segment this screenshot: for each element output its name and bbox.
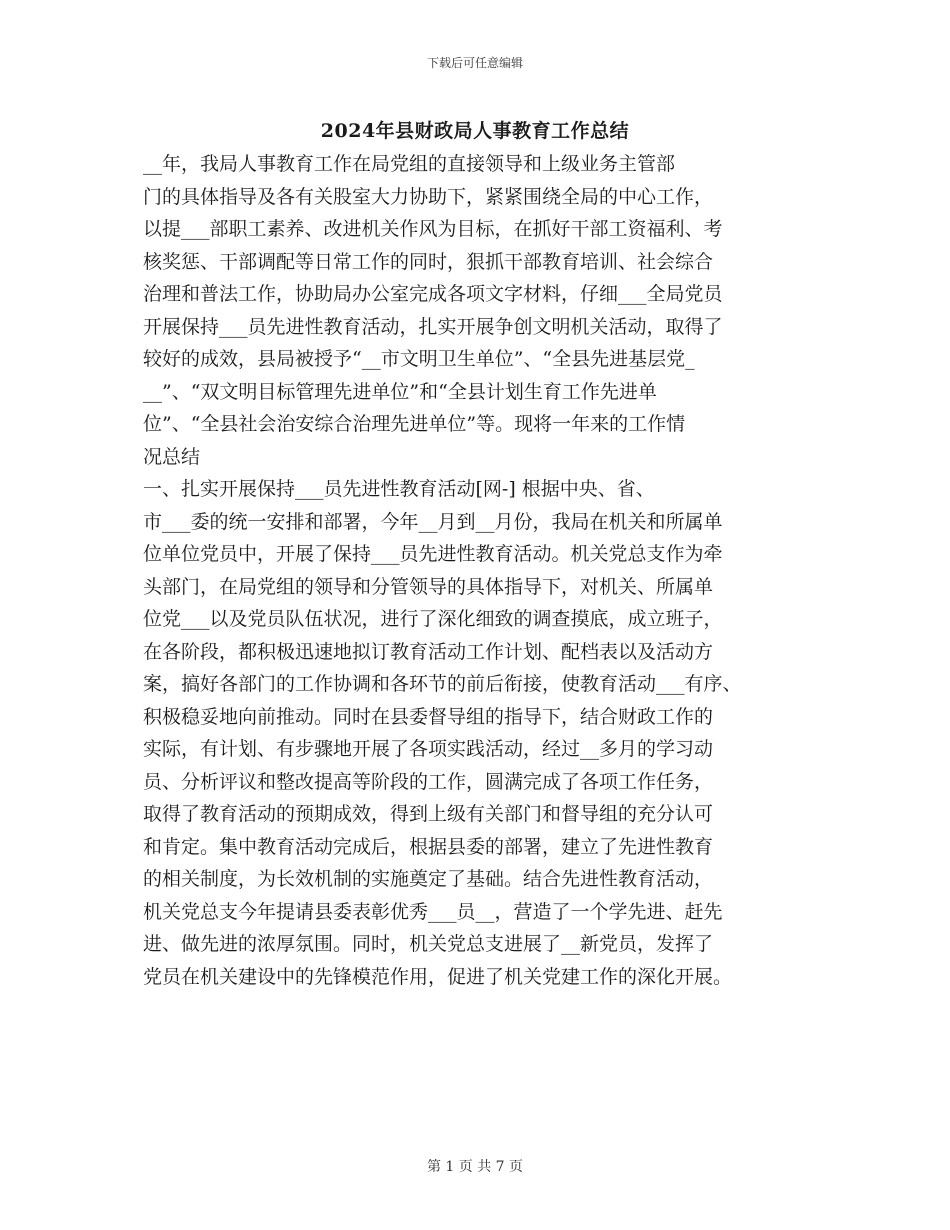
body-line: 在各阶段，都积极迅速地拟订教育活动工作计划、配档表以及活动方 [143, 640, 714, 663]
body-line: 机关党总支今年提请县委表彰优秀___员__，营造了一个学先进、赶先 [143, 900, 723, 923]
body-line: 位”、“全县社会治安综合治理先进单位”等。现将一年来的工作情 [143, 413, 686, 435]
body-line: 的相关制度，为长效机制的实施奠定了基础。结合先进性教育活动， [143, 868, 714, 890]
body-line: 位党___以及党员队伍状况，进行了深化细致的调查摸底，成立班子， [143, 608, 723, 630]
body-line: 核奖惩、干部调配等日常工作的同时，狠抓干部教育培训、社会综合 [143, 250, 714, 273]
body-line: 取得了教育活动的预期成效，得到上级有关部门和督导组的充分认可 [143, 803, 714, 825]
body-line: 党员在机关建设中的先锋模范作用，促进了机关党建工作的深化开展。 [143, 965, 733, 988]
body-line: 一、扎实开展保持___员先进性教育活动[网-] 根据中央、省、 [143, 478, 655, 500]
document-title: 2024年县财政局人事教育工作总结 [320, 120, 630, 142]
page-number-footer: 第 1 页 共 7 页 [426, 1159, 524, 1175]
body-line: __”、“双文明目标管理先进单位”和“全县计划生育工作先进单 [143, 380, 657, 403]
body-line: 头部门，在局党组的领导和分管领导的具体指导下，对机关、所属单 [143, 575, 714, 598]
body-line: 以提___部职工素养、改进机关作风为目标，在抓好干部工资福利、考 [143, 218, 723, 240]
body-line: 进、做先进的浓厚氛围。同时，机关党总支进展了__新党员，发挥了 [143, 933, 714, 955]
body-line: 市___委的统一安排和部署，今年__月到__月份，我局在机关和所属单 [143, 510, 723, 533]
body-line: 位单位党员中，开展了保持___员先进性教育活动。机关党总支作为牵 [143, 543, 723, 565]
body-line: 较好的成效，县局被授予“__市文明卫生单位”、“全县先进基层党_ [143, 348, 695, 370]
body-line: 员、分析评议和整改提高等阶段的工作，圆满完成了各项工作任务， [143, 770, 714, 793]
body-line: 况总结 [143, 445, 201, 468]
body-line: 和肯定。集中教育活动完成后，根据县委的部署，建立了先进性教育 [143, 835, 714, 858]
body-line: 实际，有计划、有步骤地开展了各项实践活动，经过__多月的学习动 [143, 738, 714, 760]
document-body [143, 148, 823, 993]
body-line: 积极稳妥地向前推动。同时在县委督导组的指导下，结合财政工作的 [143, 705, 714, 728]
body-line: __年，我局人事教育工作在局党组的直接领导和上级业务主管部 [143, 153, 676, 175]
header-note: 下载后可任意编辑 [426, 56, 523, 70]
body-line: 门的具体指导及各有关股室大力协助下，紧紧围绕全局的中心工作， [143, 185, 714, 208]
body-line: 开展保持___员先进性教育活动，扎实开展争创文明机关活动，取得了 [143, 315, 723, 338]
body-line: 案，搞好各部门的工作协调和各环节的前后衔接，使教育活动___有序、 [143, 673, 742, 695]
body-line: 治理和普法工作，协助局办公室完成各项文字材料，仔细___全局党员 [143, 283, 723, 305]
